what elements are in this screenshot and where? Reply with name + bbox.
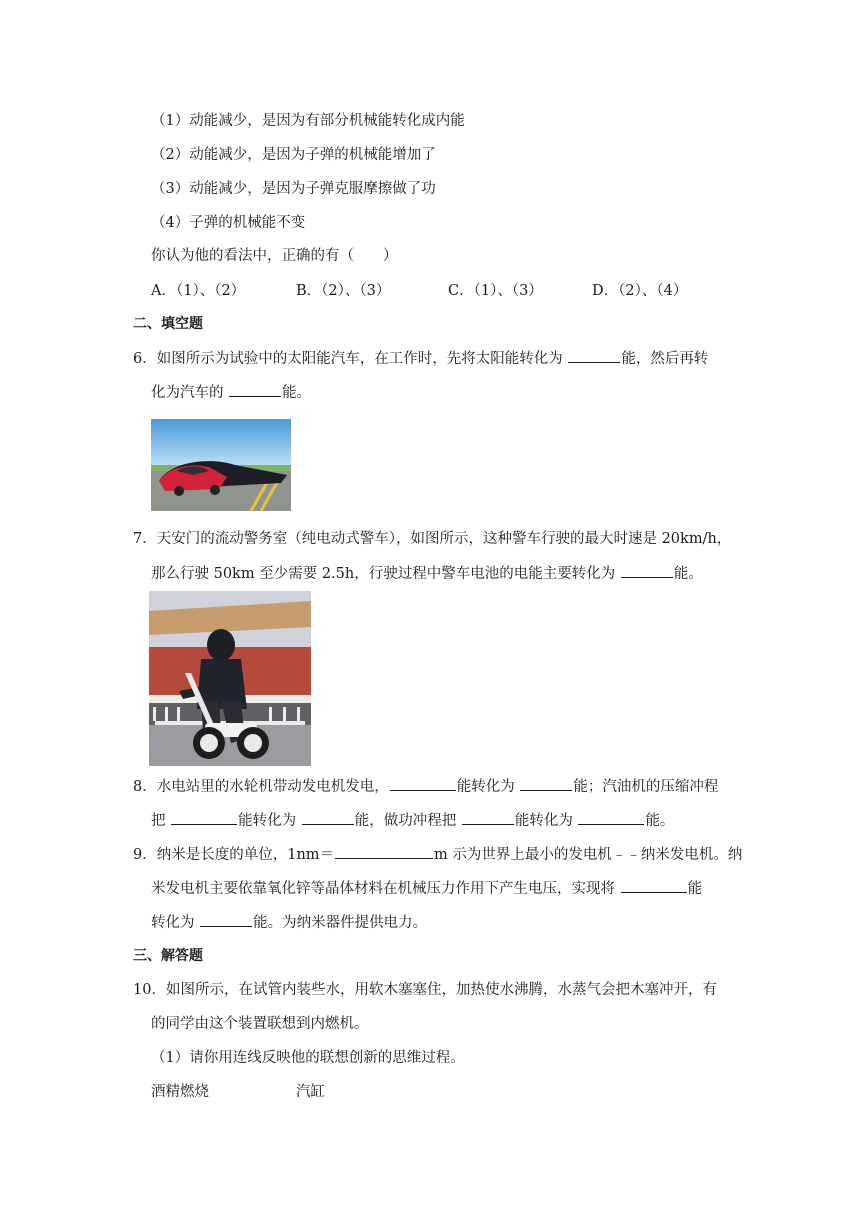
section-heading-answer: 三、解答题: [133, 948, 203, 964]
q6-text: 能。: [282, 385, 312, 401]
q5-statement-3: （3）动能减少，是因为子弹克服摩擦做了功: [151, 181, 436, 197]
solar-car-image: [151, 419, 291, 511]
q6-text: 能，然后再转: [621, 351, 709, 367]
q9-text: m 示为世界上最小的发电机﹣﹣纳米发电机。纳: [434, 847, 743, 863]
q9-line-3: [151, 912, 427, 933]
q9-blank-3[interactable]: [200, 912, 252, 927]
q8-blank-3[interactable]: [171, 810, 237, 825]
q7-line-2: [151, 563, 703, 584]
q9-line-2: [151, 878, 702, 899]
q8-line-2: [151, 810, 674, 831]
q5-option-c: C．（1）、（3）: [448, 283, 543, 299]
q7-text: 能。: [673, 566, 703, 582]
q8-blank-4[interactable]: [302, 810, 354, 825]
q5-statement-1: （1）动能减少，是因为有部分机械能转化成内能: [151, 113, 465, 129]
q8-text: 8．水电站里的水轮机带动发电机发电，: [133, 779, 389, 795]
q6-text: 化为汽车的: [151, 385, 224, 401]
q8-blank-2[interactable]: [520, 776, 572, 791]
q9-blank-2[interactable]: [621, 878, 687, 893]
q6-blank-2[interactable]: [229, 382, 281, 397]
q8-text: 能，做功冲程把: [354, 813, 457, 829]
q5-option-b: B．（2）、（3）: [296, 283, 391, 299]
q7-blank-1[interactable]: [621, 563, 673, 578]
q8-blank-6[interactable]: [578, 810, 644, 825]
q8-text: 能；汽油机的压缩冲程: [573, 779, 719, 795]
q9-text: 转化为: [151, 915, 195, 931]
q5-option-d: D．（2）、（4）: [592, 283, 688, 299]
q10-line-2: 的同学由这个装置联想到内燃机。: [151, 1016, 369, 1032]
q6-line-2: [151, 382, 311, 403]
police-patrol-vehicle-image: [149, 591, 311, 766]
q6-text: 6．如图所示为试验中的太阳能汽车，在工作时，先将太阳能转化为: [133, 351, 563, 367]
q8-text: 能转化为: [238, 813, 297, 829]
q7-text: 那么行驶 50km 至少需要 2.5h，行驶过程中警车电池的电能主要转化为: [151, 566, 616, 582]
q10-line-1: 10．如图所示，在试管内装些水，用软木塞塞住，加热使水沸腾，水蒸气会把木塞冲开，有: [133, 982, 717, 998]
q9-text: 9．纳米是长度的单位，1nm＝: [133, 847, 335, 863]
q6-blank-1[interactable]: [568, 348, 620, 363]
q10-subquestion-1: （1）请你用连线反映他的联想创新的思维过程。: [151, 1050, 465, 1066]
q9-line-1: [133, 844, 742, 865]
q8-line-1: [133, 776, 718, 797]
q6-line-1: [133, 348, 708, 369]
q8-blank-1[interactable]: [390, 776, 456, 791]
q8-text: 把: [151, 813, 166, 829]
q10-left-item: 酒精燃烧: [151, 1084, 209, 1100]
section-heading-fill-in: 二、填空题: [133, 316, 203, 332]
q5-option-a: A．（1）、（2）: [151, 283, 246, 299]
q8-text: 能。: [645, 813, 675, 829]
q8-blank-5[interactable]: [462, 810, 514, 825]
q9-blank-1[interactable]: [335, 844, 433, 859]
q5-prompt: 你认为他的看法中，正确的有（ ）: [151, 248, 398, 264]
q5-statement-4: （4）子弹的机械能不变: [151, 215, 306, 231]
q9-text: 能。为纳米器件提供电力。: [253, 915, 428, 931]
q9-text: 米发电机主要依靠氧化锌等晶体材料在机械压力作用下产生电压，实现将: [151, 881, 615, 897]
q5-statement-2: （2）动能减少，是因为子弹的机械能增加了: [151, 147, 436, 163]
q10-right-item: 汽缸: [296, 1084, 325, 1100]
q9-text: 能: [687, 881, 703, 897]
q8-text: 能转化为: [514, 813, 573, 829]
q8-text: 能转化为: [456, 779, 515, 795]
q7-line-1: 7．天安门的流动警务室（纯电动式警车），如图所示，这种警车行驶的最大时速是 20km/h，: [133, 531, 732, 547]
